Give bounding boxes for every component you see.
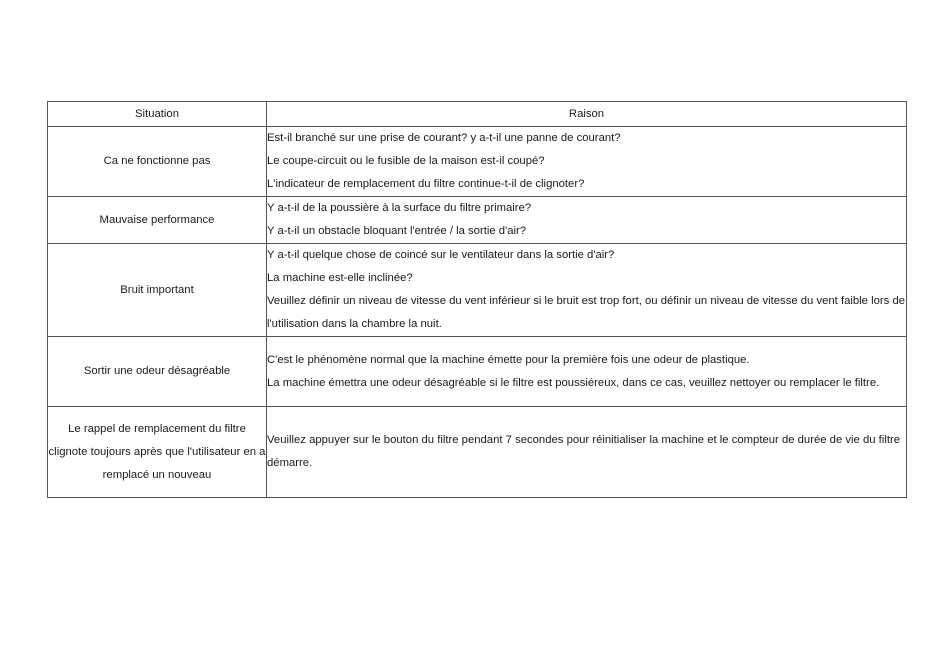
troubleshooting-table — [47, 101, 907, 498]
table-row — [48, 127, 907, 197]
raison-line: Le coupe-circuit ou le fusible de la maison est-il coupé? — [267, 155, 545, 167]
raison-line: Y a-t-il quelque chose de coincé sur le ventilateur dans la sortie d'air? — [267, 249, 615, 261]
header-situation: Situation — [48, 102, 267, 127]
raison-line: Est-il branché sur une prise de courant? y a-t-il une panne de courant? — [267, 132, 621, 144]
table-row — [48, 197, 907, 244]
raison-line: C'est le phénomène normal que la machine émette pour la première fois une odeur de plastique. — [267, 353, 750, 366]
raison-cell — [267, 337, 907, 407]
raison-cell — [267, 407, 907, 498]
raison-line: Y a-t-il un obstacle bloquant l'entrée / la sortie d'air? — [267, 225, 527, 237]
table-header-row — [48, 102, 907, 127]
raison-line: L'indicateur de remplacement du filtre continue-t-il de clignoter? — [267, 178, 585, 190]
table-row — [48, 407, 907, 498]
table-row — [48, 337, 907, 407]
situation-text: Ca ne fonctionne pas — [103, 155, 211, 167]
raison-line: La machine est-elle inclinée? — [267, 272, 413, 284]
raison-line: Veuillez appuyer sur le bouton du filtre pendant 7 secondes pour réinitialiser la machine et le compteur de durée de vie du filtre démarre. — [267, 434, 901, 469]
raison-line: La machine émettra une odeur désagréable si le filtre est poussiéreux, dans ce cas, veuillez nettoyer ou remplacer le filtre. — [267, 376, 880, 389]
situation-text: Le rappel de remplacement du filtre clignote toujours après que l'utilisateur en a remplacé un nouveau — [48, 422, 266, 481]
situation-cell — [48, 407, 267, 498]
situation-text: Mauvaise performance — [99, 213, 215, 226]
situation-cell — [48, 197, 267, 244]
situation-text: Sortir une odeur désagréable — [83, 365, 231, 377]
raison-cell — [267, 127, 907, 197]
raison-line: Y a-t-il de la poussière à la surface du filtre primaire? — [267, 202, 532, 214]
header-raison: Raison — [267, 102, 907, 127]
raison-line: Veuillez définir un niveau de vitesse du vent inférieur si le bruit est trop fort, ou définir un niveau de vitesse du vent faible lors de l'utilisation dans la chambre la nuit. — [267, 295, 906, 330]
raison-cell — [267, 244, 907, 337]
situation-text: Bruit important — [120, 283, 194, 296]
situation-cell — [48, 127, 267, 197]
raison-cell — [267, 197, 907, 244]
situation-cell — [48, 337, 267, 407]
situation-cell — [48, 244, 267, 337]
table-row — [48, 244, 907, 337]
